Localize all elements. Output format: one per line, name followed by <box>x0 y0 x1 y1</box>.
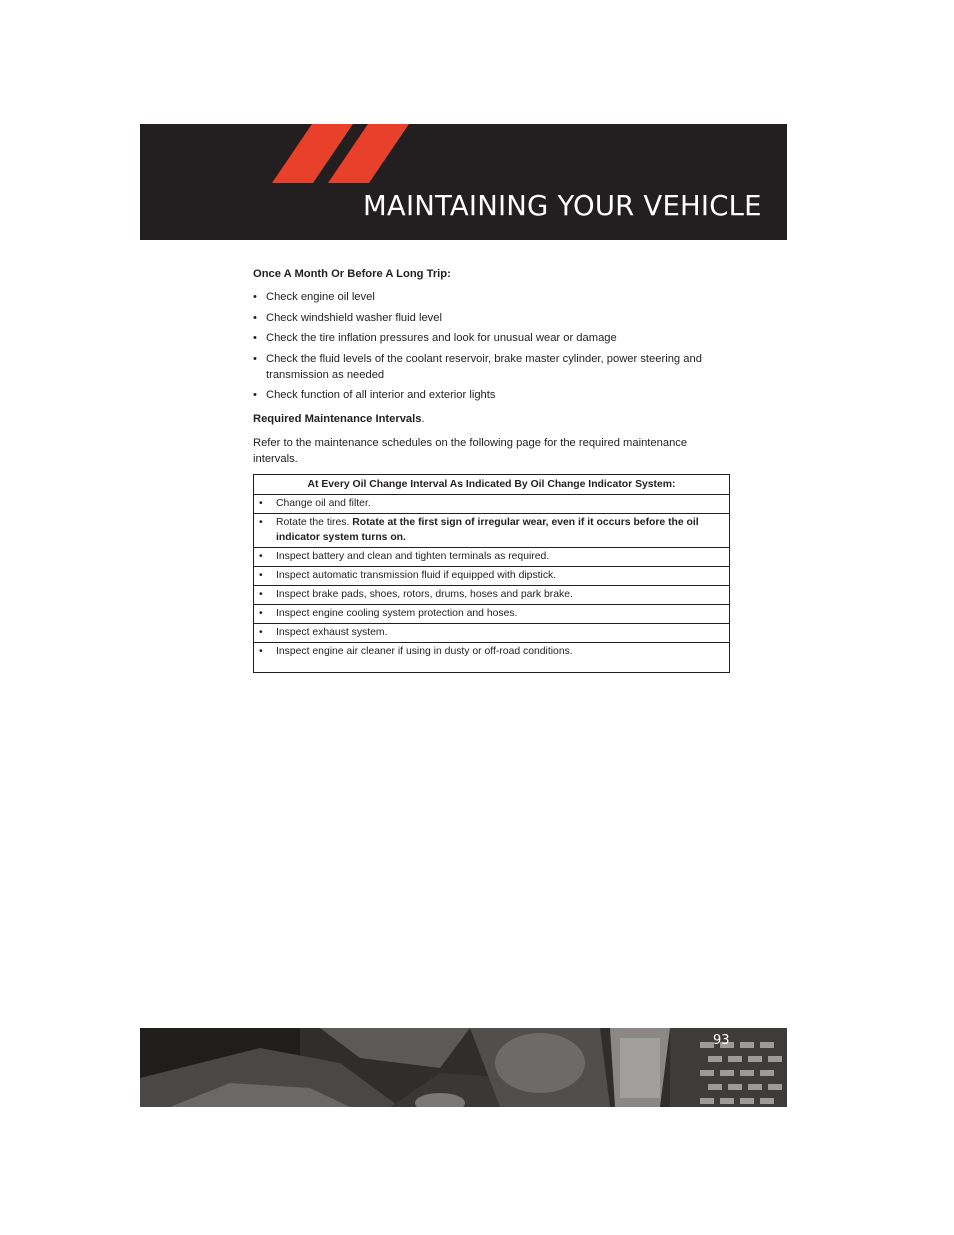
main-content <box>253 266 730 673</box>
row-text: Change oil and filter. <box>276 498 371 509</box>
table-row <box>254 495 730 514</box>
table-cell <box>254 605 730 624</box>
table-row <box>254 643 730 673</box>
bullet-icon: • <box>259 608 263 619</box>
table-row <box>254 567 730 586</box>
bullet-icon: • <box>259 570 263 581</box>
table-header: At Every Oil Change Interval As Indicated By Oil Change Indicator System: <box>254 475 730 495</box>
table-row <box>254 624 730 643</box>
bullet-icon: • <box>259 517 263 528</box>
header-band <box>140 124 787 240</box>
row-emphasis-text: Rotate at the first sign of irregular wear, even if it occurs before the oil indicator system turns on. <box>276 517 699 543</box>
monthly-check-heading: Once A Month Or Before A Long Trip: <box>253 268 451 280</box>
list-item: • Check function of all interior and exterior lights <box>253 387 730 403</box>
bullet-icon: • <box>259 627 263 638</box>
table-cell <box>254 586 730 605</box>
table-row <box>254 586 730 605</box>
row-text: Inspect engine air cleaner if using in dusty or off-road conditions. <box>276 646 573 657</box>
table-header-row <box>254 475 730 495</box>
footer-band <box>140 1028 787 1107</box>
table-row <box>254 605 730 624</box>
row-text: Inspect brake pads, shoes, rotors, drums, hoses and park brake. <box>276 589 573 600</box>
table-cell <box>254 643 730 673</box>
list-item: • Check windshield washer fluid level <box>253 310 730 326</box>
table-cell <box>254 514 730 548</box>
bullet-icon: • <box>259 498 263 509</box>
maintenance-table <box>253 474 730 673</box>
intervals-heading <box>253 411 730 427</box>
row-text: Inspect automatic transmission fluid if equipped with dipstick. <box>276 570 557 581</box>
bullet-icon: • <box>259 551 263 562</box>
bullet-icon: • <box>259 589 263 600</box>
intervals-description: Refer to the maintenance schedules on the following page for the required maintenance intervals. <box>253 437 688 465</box>
row-text: Inspect engine cooling system protection and hoses. <box>276 608 518 619</box>
table-cell <box>254 624 730 643</box>
intervals-heading-period: . <box>421 413 425 425</box>
table-row <box>254 514 730 548</box>
table-row <box>254 548 730 567</box>
racing-stripes-icon <box>140 124 787 240</box>
row-text: Inspect exhaust system. <box>276 627 388 638</box>
list-item: • Check the tire inflation pressures and look for unusual wear or damage <box>253 330 730 346</box>
table-cell <box>254 548 730 567</box>
list-item: • Check engine oil level <box>253 289 730 305</box>
bullet-icon: • <box>259 646 263 657</box>
monthly-check-list <box>253 289 730 403</box>
page-title: MAINTAINING YOUR VEHICLE <box>363 190 762 222</box>
list-item: • Check the fluid levels of the coolant reservoir, brake master cylinder, power steering and transmission as needed <box>253 351 730 383</box>
page-number: 93 <box>713 1033 730 1048</box>
row-text: Rotate the tires. <box>276 517 353 528</box>
intervals-heading-text: Required Maintenance Intervals <box>253 413 422 425</box>
table-cell <box>254 567 730 586</box>
row-text: Inspect battery and clean and tighten terminals as required. <box>276 551 550 562</box>
footer-photo-icon <box>140 1028 787 1107</box>
table-cell <box>254 495 730 514</box>
